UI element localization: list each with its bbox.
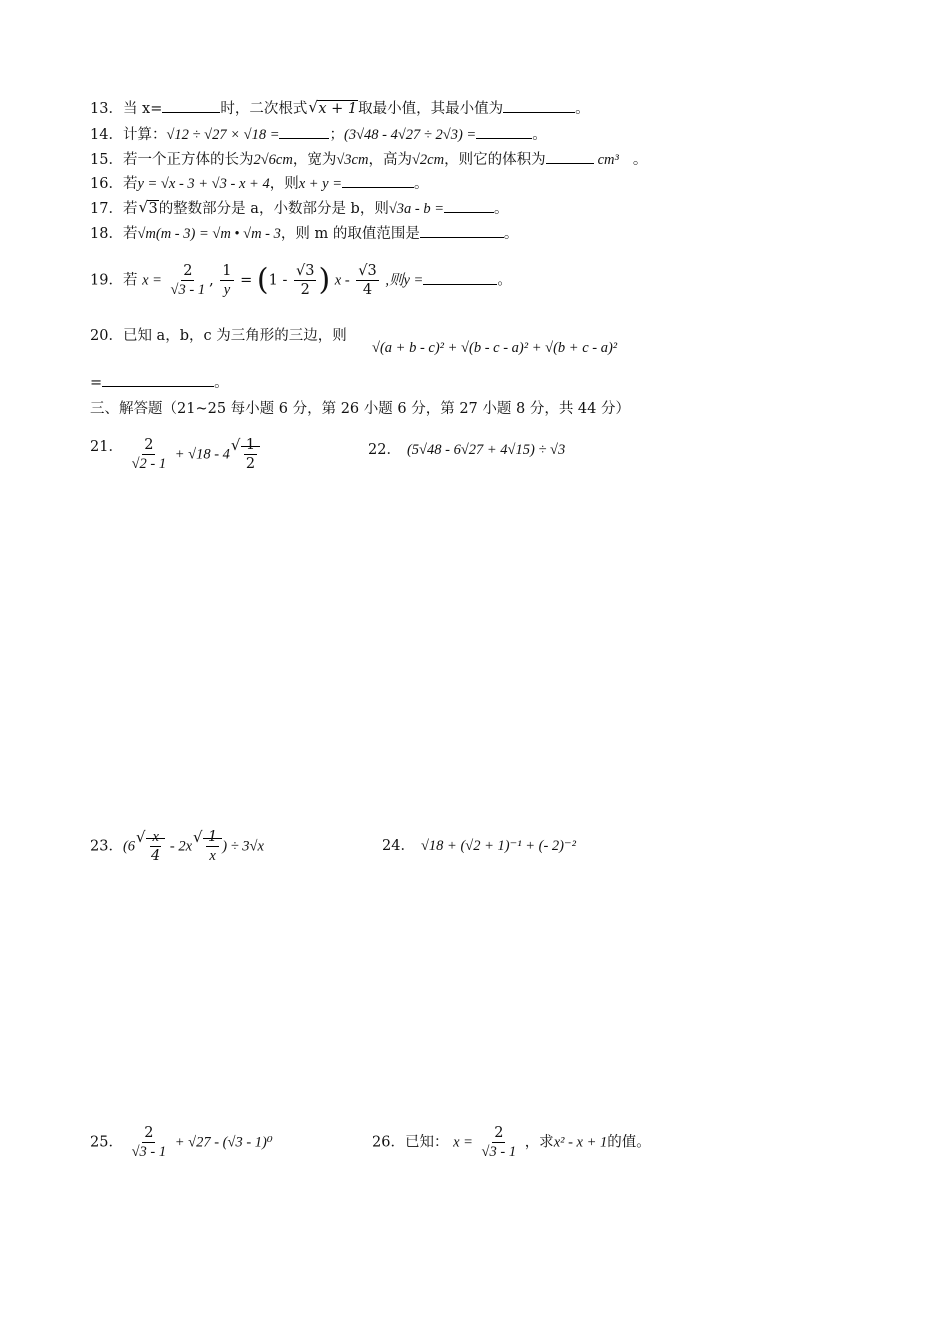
math-expression: (3√48 - 4√27 ÷ 2√3) = [343,127,477,143]
question-13: 13．当 x= 时，二次根式√ x + 1取最小值，其最小值为 。 [90,98,590,119]
answer-blank[interactable] [546,149,594,164]
answer-blank[interactable] [476,124,532,139]
answer-blank[interactable] [423,270,497,285]
fraction: $\frac{2}{√3 - 1}$ [481,1125,517,1160]
radical: √ $\frac{x}{4}$ [136,828,165,865]
radical: √ $\frac{1}{x}$ [193,828,222,865]
fraction: $\frac{2}{√3 - 1}$ [170,263,206,298]
answer-blank[interactable] [342,173,414,188]
fraction: $\frac{2}{√3 - 1}$ [131,1125,167,1160]
question-22: 22． (5√48 - 6√27 + 4√15) ÷ √3 [368,442,566,458]
math-expression: √m(m - 3) = √m • √m - 3 [137,226,281,242]
answer-blank[interactable] [444,198,494,213]
answer-blank[interactable] [162,98,220,113]
answer-blank[interactable] [503,98,575,113]
question-16: 16．若y = √x - 3 + √3 - x + 4，则x + y = 。 [90,173,429,194]
fraction: $\frac{√3}{4}$ [358,263,377,298]
answer-blank[interactable] [420,223,504,238]
fraction: $\frac{1}{y}$ [222,263,232,298]
radical: √ x + 1 [308,99,358,119]
question-24: 24． √18 + (√2 + 1)⁻¹ + (- 2)⁻² [382,838,576,854]
question-20: 20．已知 a，b，c 为三角形的三边，则 [90,328,347,344]
question-20-expression: √(a + b - c)² + √(b - c - a)² + √(b + c - a)² [372,340,618,356]
question-21: 21． $\frac{2}{√2 - 1}$ + √18 - 4 √ $\frac{1}{2}$ [90,436,260,473]
math-expression: y = √x - 3 + √3 - x + 4 [137,176,270,192]
question-15: 15．若一个正方体的长为2√6cm，宽为√3cm，高为√2cm，则它的体积为 cm³ 。 [90,149,647,170]
question-18: 18．若√m(m - 3) = √m • √m - 3，则 m 的取值范围是 。 [90,223,518,244]
question-23: 23．(6 √ $\frac{x}{4}$ - 2x √ $\frac{1}{x}$ ) ÷ 3√x [90,828,264,865]
answer-blank[interactable] [279,124,329,139]
fraction: $\frac{√3}{2}$ [295,263,315,298]
math-expression: √12 ÷ √27 × √18 = [166,127,280,143]
answer-blank[interactable] [102,372,214,387]
radical: √ 3 [138,199,158,219]
question-20-answer: = 。 [90,372,229,393]
question-19: 19．若 x = $\frac{2}{√3 - 1}$ , $\frac{1}{y}$ = (1 - $\frac{√3}{2}$ ) x - $\frac{√3}{4}$ ,则y = 。 [90,262,512,298]
section-title: 三、解答题（21~25 每小题 6 分，第 26 小题 6 分，第 27 小题 8 分，共 44 分） [90,401,630,417]
math-expression: (5√48 - 6√27 + 4√15) ÷ √3 [406,442,566,458]
radical: √ $\frac{1}{2}$ [231,436,260,473]
math-expression: √18 + (√2 + 1)⁻¹ + (- 2)⁻² [420,838,576,854]
fraction: $\frac{2}{√2 - 1}$ [131,437,167,472]
question-14: 14．计算：√12 ÷ √27 × √18 = ；(3√48 - 4√27 ÷ 2√3) = 。 [90,124,547,145]
question-25: 25． $\frac{2}{√3 - 1}$ + √27 - (√3 - 1)⁰ [90,1125,273,1160]
question-17: 17．若√ 3的整数部分是 a，小数部分是 b，则√3a - b = 。 [90,198,509,219]
question-26: 26．已知： x = $\frac{2}{√3 - 1}$ ，求x² - x + 1的值。 [372,1125,651,1160]
